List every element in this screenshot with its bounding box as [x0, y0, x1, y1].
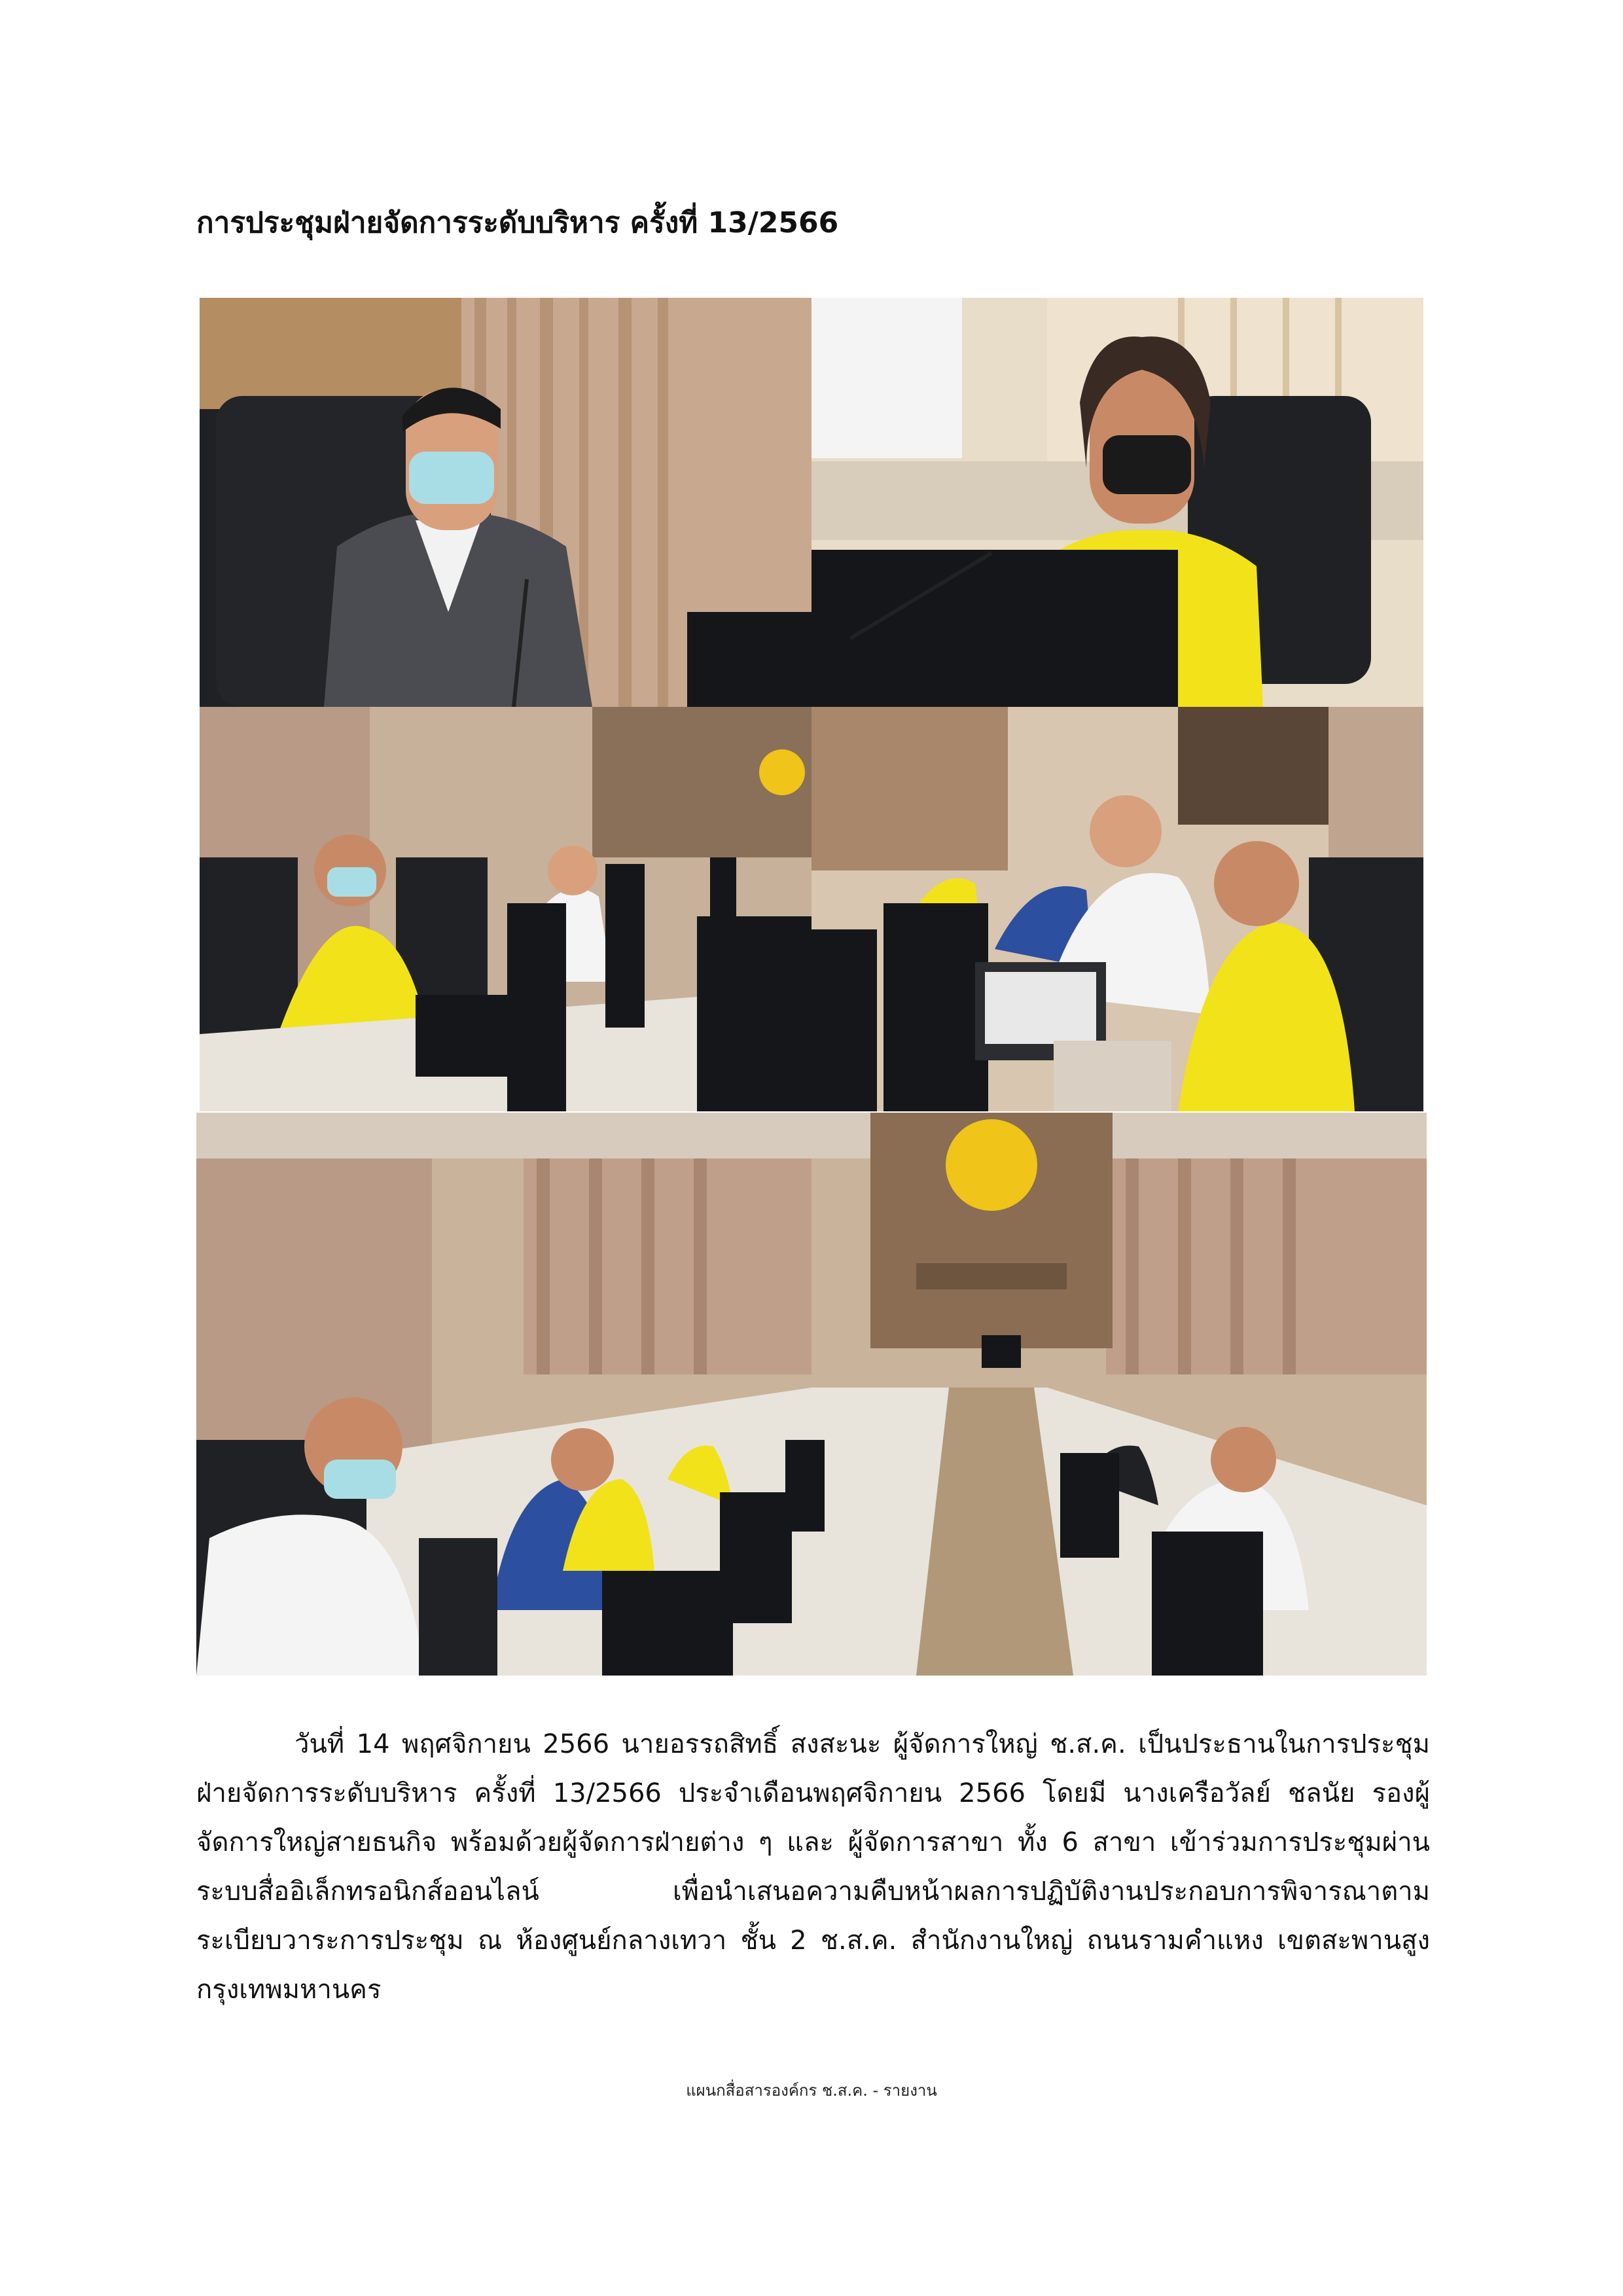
photo-chairman	[200, 298, 812, 707]
body-text: วันที่ 14 พฤศจิกายน 2566 นายอรรถสิทธิ์ สงสะนะ ผู้จัดการใหญ่ ช.ส.ค. เป็นประธานในการประชุมฝ่ายจัดการระดับบริหาร ครั้งที่ 13/2566 ประจำเดือนพฤศจิกายน 2566 โดยมี นางเครือวัลย์ ชลนัย รองผู้จัดการใหญ่สายธนกิจ พร้อมด้วยผู้จัดการฝ่ายต่าง ๆ และ ผู้จัดการสาขา ทั้ง 6 สาขา เข้าร่วมการประชุมผ่านระบบสื่ออิเล็กทรอนิกส์ออนไลน์ เพื่อนำเสนอความคืบหน้าผลการปฏิบัติงานประกอบการพิจารณาตามระเบียบวาระการประชุม ณ ห้องศูนย์กลางเทวา ชั้น 2 ช.ส.ค. สำนักงานใหญ่ ถนนรามคำแหง เขตสะพานสูง กรุงเทพมหานคร	[196, 1729, 1430, 2005]
photo-deputy-manager	[812, 298, 1423, 707]
photo-conference-room	[196, 1113, 1427, 1676]
photo-meeting-row	[200, 707, 812, 1111]
photo-participants	[812, 707, 1423, 1111]
document-title: การประชุมฝ่ายจัดการระดับบริหาร ครั้งที่ 13/2566	[196, 206, 839, 240]
footer-credit: แผนกสื่อสารองค์กร ช.ส.ค. - รายงาน	[686, 2081, 937, 2100]
body-paragraph	[196, 1720, 1430, 2015]
